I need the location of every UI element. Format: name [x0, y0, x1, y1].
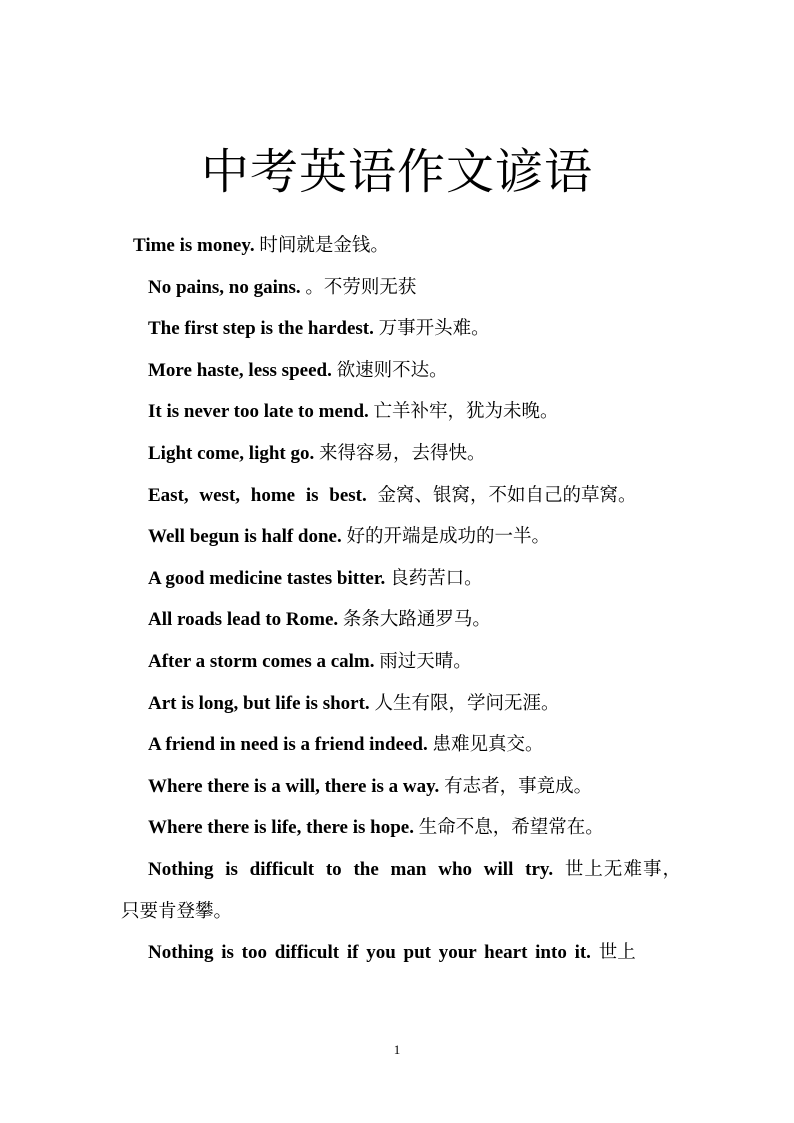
proverb-chinese: 条条大路通罗马。 — [342, 609, 491, 631]
proverb-chinese: 有志者，事竟成。 — [444, 775, 593, 797]
proverb-item — [121, 849, 681, 932]
proverb-english: The first step is the hardest. — [148, 318, 374, 340]
proverb-english: A friend in need is a friend indeed. — [148, 734, 428, 756]
proverb-chinese: 雨过天晴。 — [379, 650, 472, 672]
proverb-chinese: 世上 — [598, 942, 636, 964]
proverb-item — [121, 724, 681, 766]
proverb-item — [121, 267, 681, 309]
proverb-english: Art is long, but life is short. — [148, 692, 370, 714]
proverb-item — [121, 599, 681, 641]
page-number: 1 — [393, 1042, 401, 1057]
proverb-english: It is never too late to mend. — [148, 401, 369, 423]
proverb-english: More haste, less speed. — [148, 359, 332, 381]
proverb-english: Well begun is half done. — [148, 526, 342, 548]
proverb-item — [121, 641, 681, 683]
proverb-chinese: 生命不息，希望常在。 — [418, 817, 604, 839]
document-title: 中考英语作文谚语 — [200, 144, 593, 200]
proverb-item — [121, 350, 681, 392]
proverb-chinese: 金窝、银窝，不如自己的草窝。 — [377, 484, 637, 506]
proverb-english: Nothing is too difficult if you put your heart into it. — [148, 942, 591, 964]
proverb-chinese: 欲速则不达。 — [336, 359, 448, 381]
proverb-english: All roads lead to Rome. — [148, 609, 339, 631]
proverb-chinese: 万事开头难。 — [378, 318, 490, 340]
proverb-english: No pains, no gains. — [148, 276, 301, 298]
proverb-english: Time is money. — [133, 235, 255, 256]
proverb-item — [121, 932, 681, 974]
proverb-english: Where there is life, there is hope. — [148, 817, 414, 839]
proverb-item — [121, 807, 681, 849]
proverb-chinese: 世上无难事，只要肯登攀。 — [121, 858, 682, 922]
proverb-item — [121, 766, 681, 808]
proverb-list — [121, 225, 681, 974]
proverb-english: Light come, light go. — [148, 442, 315, 464]
proverb-chinese: 人生有限，学问无涯。 — [374, 692, 560, 714]
proverb-english: A good medicine tastes bitter. — [148, 567, 386, 589]
proverb-english: East, west, home is best. — [148, 484, 367, 506]
proverb-item — [121, 308, 681, 350]
proverb-english: After a storm comes a calm. — [148, 650, 375, 672]
proverb-item — [121, 683, 681, 725]
proverb-chinese: 好的开端是成功的一半。 — [346, 526, 551, 548]
proverb-english: Where there is a will, there is a way. — [148, 775, 440, 797]
proverb-english: Nothing is difficult to the man who will try. — [148, 858, 554, 880]
proverb-item — [121, 516, 681, 558]
proverb-item — [121, 391, 681, 433]
proverb-chinese: 患难见真交。 — [432, 734, 544, 756]
proverb-chinese: 亡羊补牢，犹为未晚。 — [373, 401, 559, 423]
proverb-item — [121, 475, 681, 517]
proverb-chinese: 。不劳则无获 — [305, 276, 417, 298]
proverb-chinese: 来得容易，去得快。 — [319, 442, 486, 464]
proverb-item — [121, 433, 681, 475]
proverb-item — [121, 558, 681, 600]
proverb-item — [121, 225, 681, 267]
proverb-chinese: 时间就是金钱。 — [259, 235, 389, 256]
proverb-chinese: 良药苦口。 — [390, 567, 483, 589]
